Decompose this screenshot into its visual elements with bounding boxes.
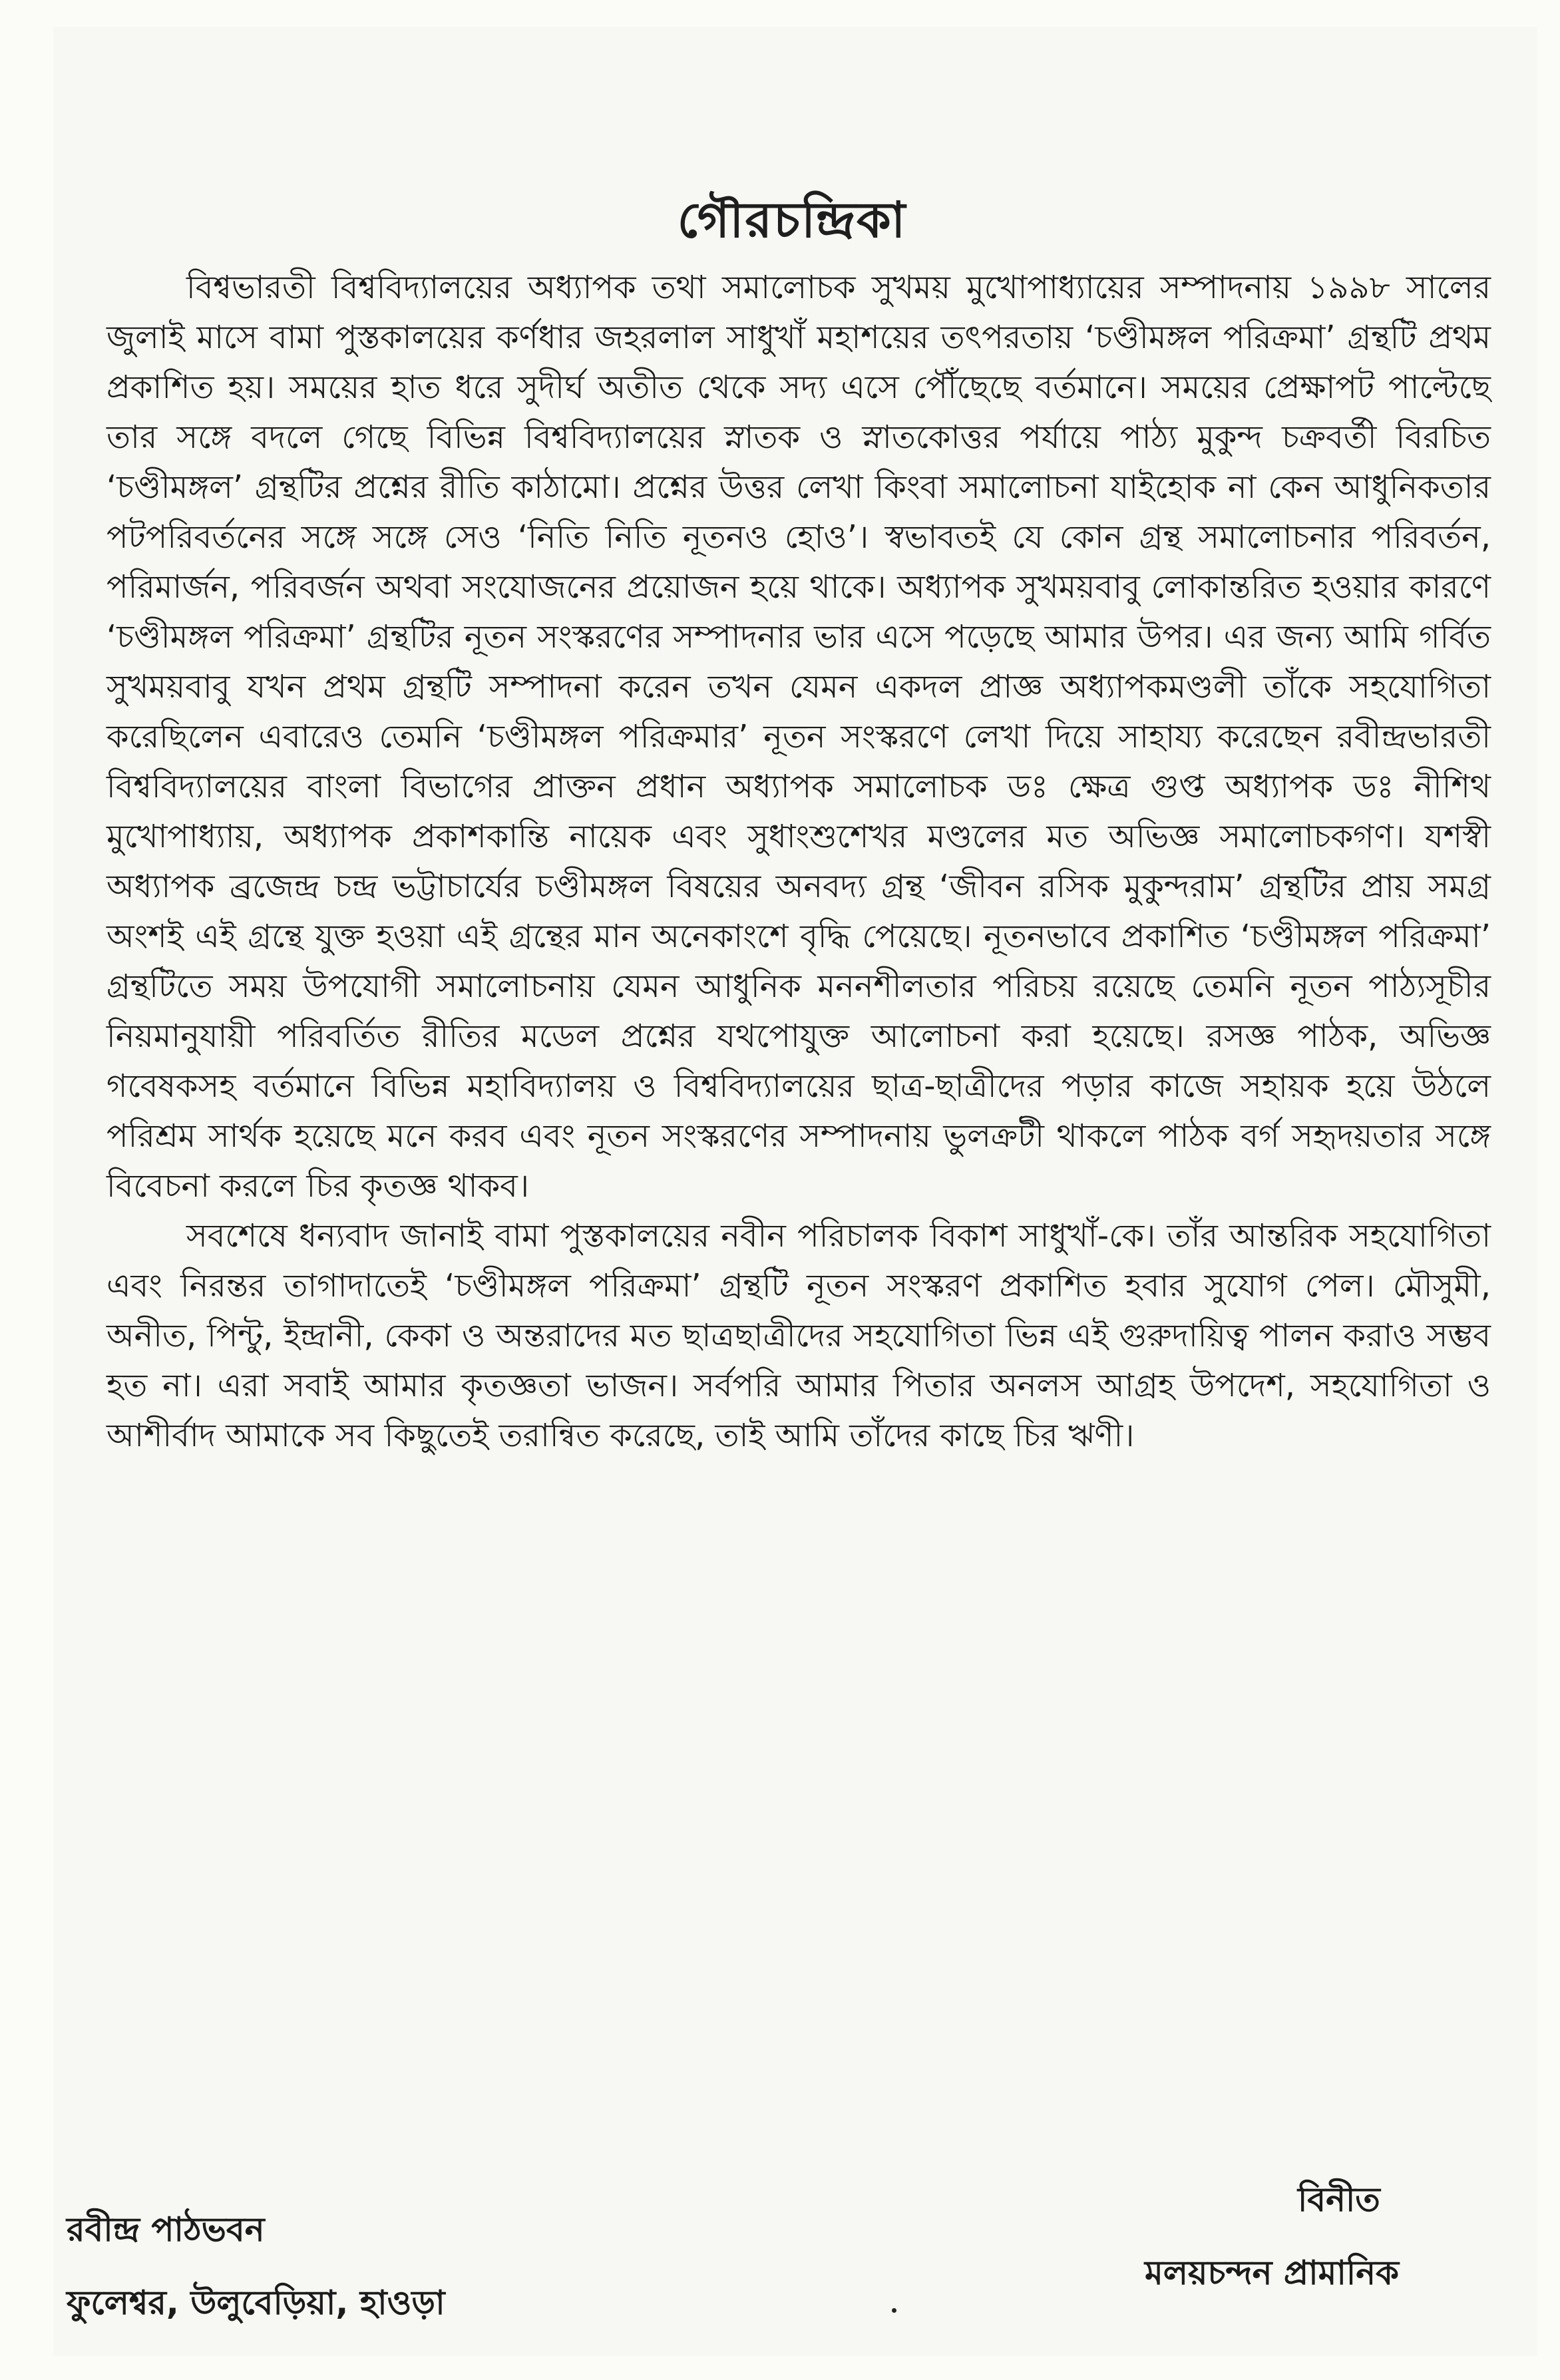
page-title: গৌরচন্দ্রিকা — [677, 192, 907, 249]
paragraph-1: বিশ্বভারতী বিশ্ববিদ্যালয়ের অধ্যাপক তথা সমালোচক সুখময় মুখোপাধ্যায়ের সম্পাদনায় ১৯৯৮ সালের জুলাই মাসে বামা পুস্তকালয়ের কর্ণধার জহরলাল সাধুখাঁ মহাশয়ের তৎপরতায় ‘চণ্ডীমঙ্গল পরিক্রমা’ গ্রন্থটি প্রথম প্রকাশিত হয়। সময়ের হাত ধরে সুদীর্ঘ অতীত থেকে সদ্য এসে পৌঁছেছে বর্তমানে। সময়ের প্রেক্ষাপট পাল্টেছে তার সঙ্গে বদলে গেছে বিভিন্ন বিশ্ববিদ্যালয়ের স্নাতক ও স্নাতকোত্তর পর্যায়ে পাঠ্য মুকুন্দ চক্রবর্তী বিরচিত ‘চণ্ডীমঙ্গল’ গ্রন্থটির প্রশ্নের রীতি কাঠামো। প্রশ্নের উত্তর লেখা কিংবা সমালোচনা যাইহোক না কেন আধুনিকতার পটপরিবর্তনের সঙ্গে সঙ্গে সেও ‘নিতি নিতি নূতনও হোও’। স্বভাবতই যে কোন গ্রন্থ সমালোচনার পরিবর্তন, পরিমার্জন, পরিবর্জন অথবা সংযোজনের প্রয়োজন হয়ে থাকে। অধ্যাপক সুখময়বাবু লোকান্তরিত হওয়ার কারণে ‘চণ্ডীমঙ্গল পরিক্রমা’ গ্রন্থটির নূতন সংস্করণের সম্পাদনার ভার এসে পড়েছে আমার উপর। এর জন্য আমি গর্বিত সুখময়বাবু যখন প্রথম গ্রন্থটি সম্পাদনা করেন তখন যেমন একদল প্রাজ্ঞ অধ্যাপকমণ্ডলী তাঁকে সহযোগিতা করেছিলেন এবারেও তেমনি ‘চণ্ডীমঙ্গল পরিক্রমার’ নূতন সংস্করণে লেখা দিয়ে সাহায্য করেছেন রবীন্দ্রভারতী বিশ্ববিদ্যালয়ের বাংলা বিভাগের প্রাক্তন প্রধান অধ্যাপক সমালোচক ডঃ ক্ষেত্র গুপ্ত অধ্যাপক ডঃ নীশিথ মুখোপাধ্যায়, অধ্যাপক প্রকাশকান্তি নায়েক এবং সুধাংশুশেখর মণ্ডলের মত অভিজ্ঞ সমালোচকগণ। যশস্বী অধ্যাপক ব্রজেন্দ্র চন্দ্র ভট্টাচার্যের চণ্ডীমঙ্গল বিষয়ের অনবদ্য গ্রন্থ ‘জীবন রসিক মুকুন্দরাম’ গ্রন্থটির প্রায় সমগ্র অংশই এই গ্রন্থে যুক্ত হওয়া এই গ্রন্থের মান অনেকাংশে বৃদ্ধি পেয়েছে। নূতনভাবে প্রকাশিত ‘চণ্ডীমঙ্গল পরিক্রমা’ গ্রন্থটিতে সময় উপযোগী সমালোচনায় যেমন আধুনিক মননশীলতার পরিচয় রয়েছে তেমনি নূতন পাঠ্যসূচীর নিয়মানুযায়ী পরিবর্তিত রীতির মডেল প্রশ্নের যথপোযুক্ত আলোচনা করা হয়েছে। রসজ্ঞ পাঠক, অভিজ্ঞ গবেষকসহ বর্তমানে বিভিন্ন মহাবিদ্যালয় ও বিশ্ববিদ্যালয়ের ছাত্র-ছাত্রীদের পড়ার কাজে সহায়ক হয়ে উঠলে পরিশ্রম সার্থক হয়েছে মনে করব এবং নূতন সংস্করণের সম্পাদনায় ভুলক্রটী থাকলে পাঠক বর্গ সহৃদয়তার সঙ্গে বিবেচনা করলে চির কৃতজ্ঞ থাকব। — [106, 269, 1491, 1205]
place-line-2: ফুলেশ্বর, উলুবেড়িয়া, হাওড়া — [67, 2283, 445, 2322]
place-line-1: রবীন্দ্র পাঠভবন — [67, 2210, 265, 2249]
page-mark — [892, 2308, 896, 2313]
signature-closing: বিনীত — [1298, 2180, 1380, 2219]
body-text — [106, 263, 1491, 1461]
place-block — [67, 2193, 666, 2339]
paragraph-2: সবশেষে ধন্যবাদ জানাই বামা পুস্তকালয়ের নবীন পরিচালক বিকাশ সাধুখাঁ-কে। তাঁর আন্তরিক সহযোগিতা এবং নিরন্তর তাগাদাতেই ‘চণ্ডীমঙ্গল পরিক্রমা’ গ্রন্থটি নূতন সংস্করণ প্রকাশিত হবার সুযোগ পেল। মৌসুমী, অনীত, পিন্টু, ইন্দ্রানী, কেকা ও অন্তরাদের মত ছাত্রছাত্রীদের সহযোগিতা ভিন্ন এই গুরুদায়িত্ব পালন করাও সম্ভব হত না। এরা সবাই আমার কৃতজ্ঞতা ভাজন। সর্বপরি আমার পিতার অনলস আগ্রহ উপদেশ, সহযোগিতা ও আশীর্বাদ আমাকে সব কিছুতেই তরান্বিত করেছে, তাই আমি তাঁদের কাছে চির ঋণী। — [106, 1217, 1491, 1454]
signature-block — [1145, 2163, 1517, 2309]
signature-name: মলয়চন্দন প্রামানিক — [1145, 2254, 1400, 2292]
